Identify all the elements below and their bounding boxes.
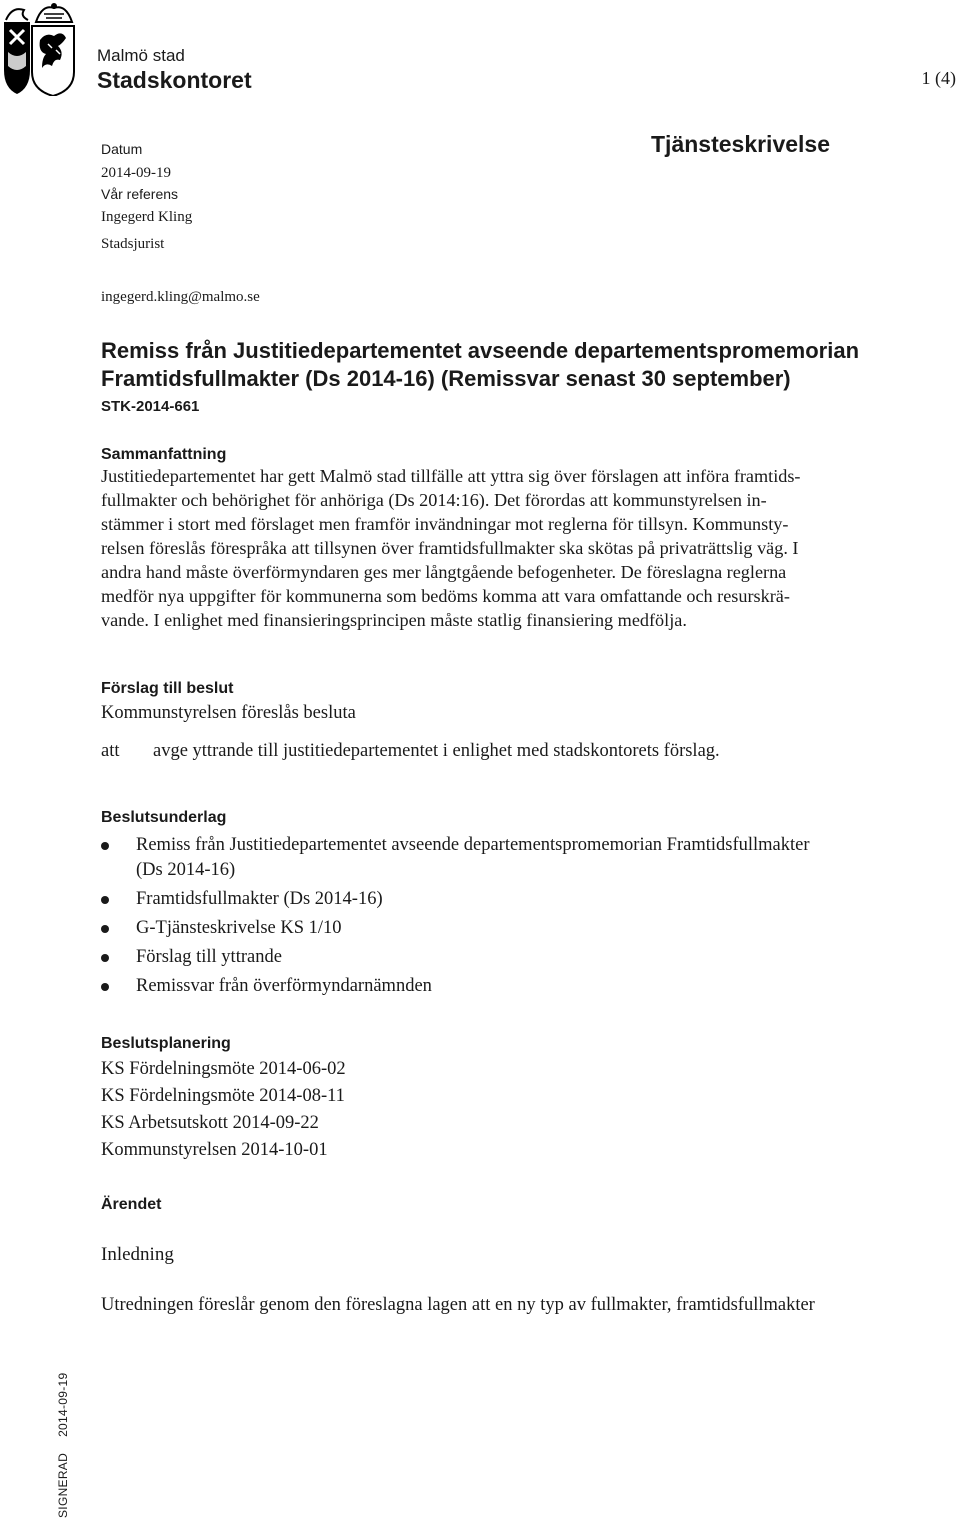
summary-heading: Sammanfattning (101, 446, 227, 463)
summary-line: Justitiedepartementet har gett Malmö stad tillfälle att yttra sig över förslagen att införa framtids- (101, 466, 801, 486)
bullet-icon (101, 842, 109, 850)
list-item (101, 887, 951, 912)
proposal-att-label: att (101, 741, 120, 761)
decision-basis-list (101, 833, 951, 1003)
page-number: 1 (4) (921, 68, 956, 88)
case-number: STK-2014-661 (101, 398, 200, 415)
org-name: Malmö stad (97, 46, 185, 65)
document-title-line-2: Framtidsfullmakter (Ds 2014-16) (Remissvar senast 30 september) (101, 366, 791, 391)
matter-heading: Ärendet (101, 1196, 162, 1213)
matter-first-line: Utredningen föreslår genom den föreslagna lagen att en ny typ av fullmakter, framtidsfullmakter (101, 1295, 815, 1315)
document-type: Tjänsteskrivelse (651, 131, 831, 157)
list-item-text: Remissvar från överförmyndarnämnden (136, 976, 432, 996)
list-item (101, 916, 951, 941)
bullet-icon (101, 925, 109, 933)
planning-item: KS Fördelningsmöte 2014-08-11 (101, 1086, 345, 1106)
coat-of-arms-icon (2, 0, 76, 96)
summary-line: stämmer i stort med förslaget men framför invändningar mot reglerna för tillsyn. Kommunsty- (101, 514, 789, 534)
proposal-att-text: avge yttrande till justitiedepartementet i enlighet med stadskontorets förslag. (153, 741, 720, 761)
reference-name: Ingegerd Kling (101, 209, 193, 225)
summary-text (101, 464, 951, 632)
decision-planning-heading: Beslutsplanering (101, 1035, 231, 1052)
decision-basis-heading: Beslutsunderlag (101, 809, 227, 826)
reference-label: Vår referens (101, 186, 179, 202)
proposal-heading: Förslag till beslut (101, 680, 234, 697)
matter-subheading: Inledning (101, 1244, 174, 1265)
summary-line: fullmakter och behörighet för anhöriga (Ds 2014:16). Det förordas att kommunstyrelsen in- (101, 490, 767, 510)
list-item (101, 945, 951, 970)
list-item-text: Förslag till yttrande (136, 947, 282, 967)
reference-role: Stadsjurist (101, 236, 165, 252)
bullet-icon (101, 983, 109, 991)
list-item-text: G-Tjänsteskrivelse KS 1/10 (136, 918, 342, 938)
planning-item: KS Fördelningsmöte 2014-06-02 (101, 1059, 346, 1079)
list-item-text-cont: (Ds 2014-16) (136, 860, 236, 880)
planning-item: KS Arbetsutskott 2014-09-22 (101, 1113, 319, 1133)
list-item-text: Framtidsfullmakter (Ds 2014-16) (136, 889, 383, 909)
list-item-text: Remiss från Justitiedepartementet avseende departementspromemorian Framtidsfullmakter (136, 835, 810, 855)
date-label: Datum (101, 141, 143, 157)
bullet-icon (101, 954, 109, 962)
document-title-line-1: Remiss från Justitiedepartementet avseende departementspromemorian (101, 338, 860, 363)
summary-line: vande. I enlighet med finansieringsprincipen måste statlig finansiering medfölja. (101, 610, 687, 630)
planning-item: Kommunstyrelsen 2014-10-01 (101, 1140, 328, 1160)
date-value: 2014-09-19 (101, 165, 171, 181)
summary-line: medför nya uppgifter för kommunerna som bedöms komma att vara omfattande och resurskrä- (101, 586, 790, 606)
list-item (101, 974, 951, 999)
signature-date: 2014-09-19 (56, 1372, 70, 1437)
list-item (101, 833, 951, 883)
email-address[interactable]: ingegerd.kling@malmo.se (101, 289, 260, 305)
decision-planning-list (101, 1056, 346, 1164)
bullet-icon (101, 896, 109, 904)
org-unit: Stadskontoret (97, 67, 252, 93)
summary-line: andra hand måste överförmyndaren ges mer långtgående befogenheter. De föreslagna reglerna (101, 562, 787, 582)
signature-label: SIGNERAD (56, 1452, 70, 1518)
proposal-intro: Kommunstyrelsen föreslås besluta (101, 703, 356, 723)
signature-stamp (56, 1373, 70, 1518)
summary-line: relsen föreslås förespråka att tillsynen över framtidsfullmakter ska skötas på privaträttslig väg. I (101, 538, 799, 558)
